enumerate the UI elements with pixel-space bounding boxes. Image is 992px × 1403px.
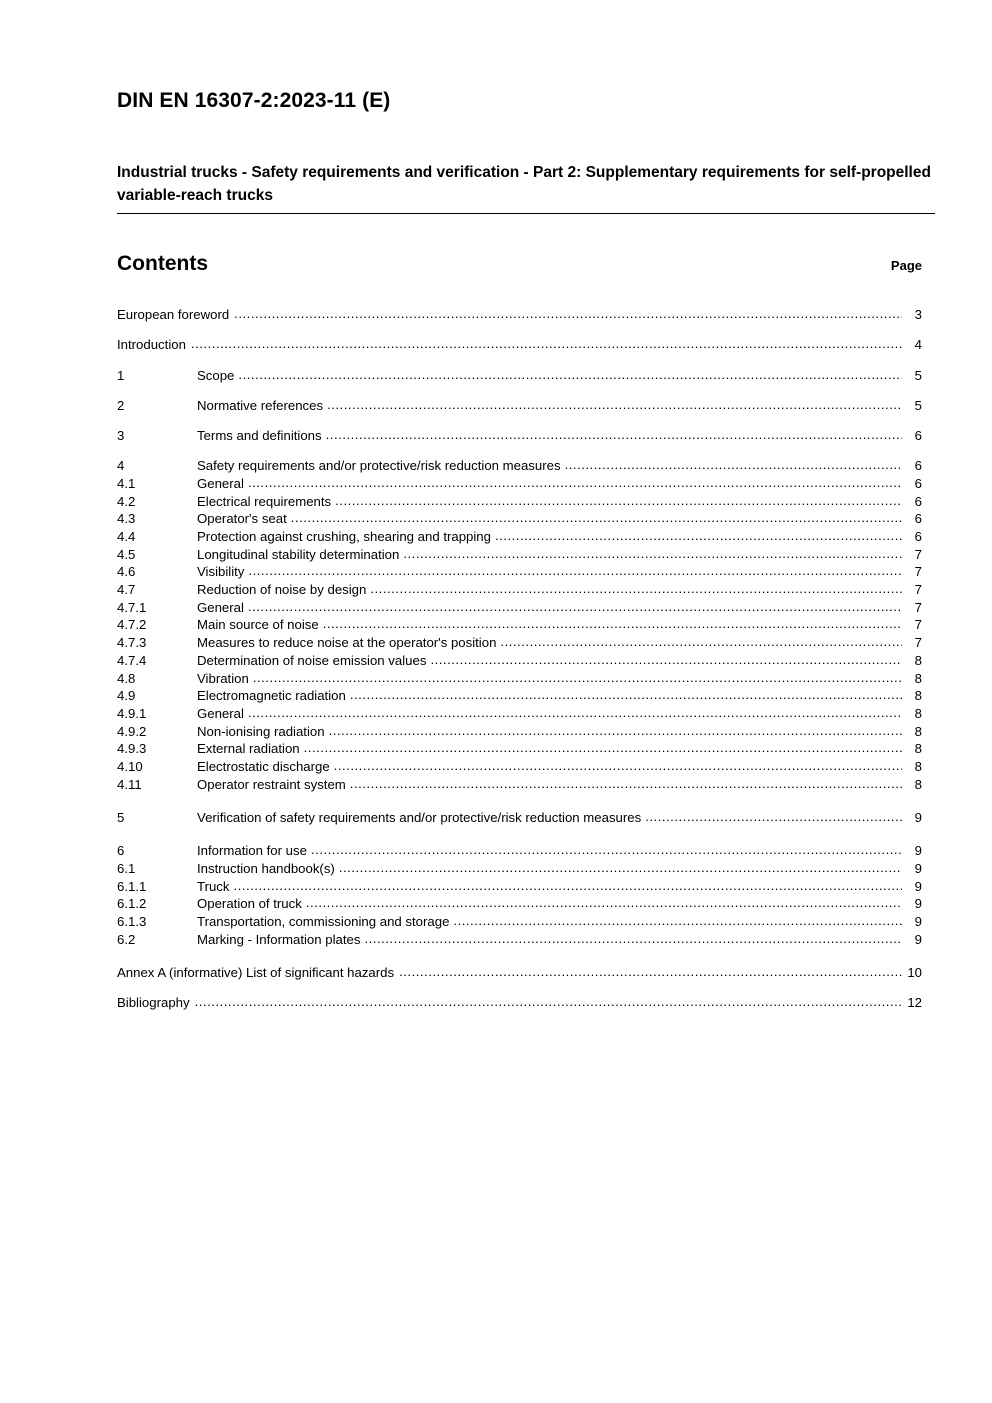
- toc-entry-page: 3: [914, 307, 922, 323]
- toc-entry[interactable]: [117, 548, 922, 561]
- document-number: DIN EN 16307-2:2023-11 (E): [117, 89, 391, 112]
- toc-entry[interactable]: [117, 583, 922, 596]
- toc-entry-label: Operator restraint system: [197, 776, 346, 792]
- toc-entry[interactable]: [117, 429, 922, 442]
- toc-entry-label: Measures to reduce noise at the operator's position: [197, 635, 497, 651]
- toc-leader-dots: [248, 600, 902, 613]
- toc-entry[interactable]: [117, 897, 922, 910]
- toc-leader-dots: [234, 307, 902, 320]
- toc-entry-label: Electrical requirements: [197, 493, 332, 509]
- toc-entry-page: 9: [914, 860, 922, 876]
- toc-entry-page: 9: [914, 931, 922, 947]
- toc-entry[interactable]: [117, 565, 922, 578]
- toc-leader-dots: [350, 688, 902, 701]
- toc-entry-label: European foreword: [117, 307, 230, 323]
- toc-leader-dots: [323, 617, 902, 630]
- toc-entry[interactable]: [117, 742, 922, 755]
- toc-entry[interactable]: [117, 601, 922, 614]
- toc-entry-page: 8: [914, 652, 922, 668]
- toc-entry-label: Longitudinal stability determination: [197, 546, 400, 562]
- toc-entry-page: 8: [914, 741, 922, 757]
- toc-entry-number: 4.5: [117, 546, 136, 562]
- toc-entry-number: 4: [117, 458, 125, 474]
- toc-entry-page: 6: [914, 475, 922, 491]
- toc-entry-page: 7: [914, 582, 922, 598]
- toc-entry-label: Non-ionising radiation: [197, 723, 325, 739]
- toc-leader-dots: [191, 337, 902, 350]
- toc-entry-label: Operator's seat: [197, 511, 287, 527]
- toc-entry-page: 8: [914, 705, 922, 721]
- toc-leader-dots: [248, 706, 902, 719]
- toc-leader-dots: [291, 511, 902, 524]
- toc-leader-dots: [326, 428, 902, 441]
- toc-entry[interactable]: [117, 707, 922, 720]
- toc-leader-dots: [329, 724, 902, 737]
- toc-leader-dots: [311, 843, 902, 856]
- toc-entry-label: Electrostatic discharge: [197, 759, 330, 775]
- toc-entry-page: 9: [914, 878, 922, 894]
- toc-entry-page: 8: [914, 776, 922, 792]
- toc-entry-number: 4.1: [117, 475, 136, 491]
- toc-entry-number: 4.7: [117, 582, 136, 598]
- toc-entry[interactable]: [117, 530, 922, 543]
- toc-entry[interactable]: [117, 689, 922, 702]
- toc-leader-dots: [370, 582, 902, 595]
- toc-leader-dots: [350, 777, 902, 790]
- toc-entry[interactable]: [117, 338, 922, 351]
- toc-entry-number: 4.4: [117, 528, 136, 544]
- table-of-contents: [117, 308, 922, 1009]
- contents-heading: Contents: [117, 252, 208, 276]
- toc-entry-label: Introduction: [117, 337, 186, 353]
- toc-entry-label: Protection against crushing, shearing and trapping: [197, 528, 491, 544]
- toc-entry-page: 8: [914, 670, 922, 686]
- toc-entry[interactable]: [117, 915, 922, 928]
- toc-entry-page: 7: [914, 564, 922, 580]
- toc-entry[interactable]: [117, 636, 922, 649]
- toc-entry-number: 1: [117, 367, 125, 383]
- toc-entry-page: 12: [907, 995, 922, 1011]
- toc-entry-number: 6.1.2: [117, 896, 147, 912]
- toc-entry-label: Reduction of noise by design: [197, 582, 367, 598]
- toc-entry-label: Truck: [197, 878, 230, 894]
- toc-entry-number: 4.7.2: [117, 617, 147, 633]
- toc-entry-label: General: [197, 475, 244, 491]
- toc-entry-label: Determination of noise emission values: [197, 652, 427, 668]
- toc-entry[interactable]: [117, 760, 922, 773]
- toc-entry-number: 4.9.3: [117, 741, 147, 757]
- contents-header: [117, 252, 922, 276]
- toc-entry-page: 10: [907, 964, 922, 980]
- toc-entry-number: 4.7.3: [117, 635, 147, 651]
- toc-entry-label: General: [197, 599, 244, 615]
- toc-entry[interactable]: [117, 672, 922, 685]
- toc-entry-page: 8: [914, 688, 922, 704]
- toc-leader-dots: [565, 458, 902, 471]
- toc-entry-page: 8: [914, 723, 922, 739]
- toc-entry[interactable]: [117, 933, 922, 946]
- toc-entry-number: 4.9.1: [117, 705, 147, 721]
- toc-entry-page: 6: [914, 528, 922, 544]
- toc-entry-page: 7: [914, 546, 922, 562]
- toc-leader-dots: [327, 398, 902, 411]
- toc-leader-dots: [238, 368, 902, 381]
- toc-entry-page: 4: [914, 337, 922, 353]
- toc-entry-label: Annex A (informative) List of significant hazards: [117, 964, 395, 980]
- toc-entry-page: 5: [914, 367, 922, 383]
- toc-entry-number: 4.7.1: [117, 599, 147, 615]
- toc-entry-page: 7: [914, 599, 922, 615]
- toc-leader-dots: [334, 759, 902, 772]
- toc-leader-dots: [339, 861, 902, 874]
- toc-entry-number: 6.1.1: [117, 878, 147, 894]
- toc-leader-dots: [500, 635, 902, 648]
- toc-entry-number: 3: [117, 427, 125, 443]
- toc-entry-number: 6.1: [117, 860, 136, 876]
- toc-entry[interactable]: [117, 844, 922, 857]
- toc-entry-page: 6: [914, 511, 922, 527]
- toc-entry-number: 6.2: [117, 931, 136, 947]
- toc-leader-dots: [306, 896, 902, 909]
- toc-entry[interactable]: [117, 399, 922, 412]
- toc-entry-label: Terms and definitions: [197, 427, 322, 443]
- page-column-label: Page: [890, 258, 922, 274]
- toc-leader-dots: [233, 879, 902, 892]
- toc-entry[interactable]: [117, 862, 922, 875]
- toc-entry-page: 7: [914, 635, 922, 651]
- toc-entry-label: Electromagnetic radiation: [197, 688, 346, 704]
- toc-entry-number: 4.3: [117, 511, 136, 527]
- toc-entry-label: Transportation, commissioning and storage: [197, 914, 450, 930]
- toc-entry[interactable]: [117, 618, 922, 631]
- toc-entry-page: 9: [914, 914, 922, 930]
- toc-leader-dots: [195, 995, 902, 1008]
- toc-entry-number: 4.8: [117, 670, 136, 686]
- toc-entry-label: Information for use: [197, 843, 307, 859]
- toc-entry[interactable]: [117, 880, 922, 893]
- toc-entry-number: 4.9.2: [117, 723, 147, 739]
- toc-entry-page: 6: [914, 493, 922, 509]
- toc-leader-dots: [253, 671, 902, 684]
- toc-entry-page: 9: [914, 810, 922, 825]
- toc-entry[interactable]: [117, 477, 922, 490]
- toc-leader-dots: [335, 494, 902, 507]
- toc-entry-page: 6: [914, 458, 922, 474]
- toc-entry-number: 4.9: [117, 688, 136, 704]
- toc-leader-dots: [645, 810, 902, 823]
- document-title: Industrial trucks - Safety requirements and verification - Part 2: Supplementary requirements for self-propelled variable-reach trucks: [117, 162, 935, 214]
- toc-entry[interactable]: [117, 369, 922, 382]
- toc-entry-label: Marking - Information plates: [197, 931, 361, 947]
- toc-entry-page: 6: [914, 427, 922, 443]
- toc-leader-dots: [304, 741, 902, 754]
- toc-entry[interactable]: [117, 459, 922, 472]
- toc-entry-label: Instruction handbook(s): [197, 860, 335, 876]
- toc-entry[interactable]: [117, 725, 922, 738]
- toc-entry-label: Scope: [197, 367, 235, 383]
- toc-entry-label: Normative references: [197, 397, 324, 413]
- toc-entry[interactable]: [117, 495, 922, 508]
- toc-entry[interactable]: [117, 966, 922, 979]
- toc-leader-dots: [453, 914, 902, 927]
- toc-entry-number: 6: [117, 843, 125, 859]
- toc-entry-label: General: [197, 705, 244, 721]
- toc-entry[interactable]: [117, 654, 922, 667]
- toc-leader-dots: [399, 965, 902, 978]
- toc-leader-dots: [248, 476, 902, 489]
- toc-leader-dots: [495, 529, 902, 542]
- toc-leader-dots: [248, 564, 902, 577]
- toc-leader-dots: [364, 932, 902, 945]
- toc-entry-label: Main source of noise: [197, 617, 319, 633]
- toc-entry-label: Verification of safety requirements and/or protective/risk reduction measures: [197, 810, 642, 825]
- toc-entry[interactable]: [117, 512, 922, 525]
- toc-entry-number: 2: [117, 397, 125, 413]
- toc-entry[interactable]: [117, 778, 922, 791]
- toc-entry-page: 5: [914, 397, 922, 413]
- toc-entry-label: Operation of truck: [197, 896, 302, 912]
- toc-entry-page: 9: [914, 896, 922, 912]
- toc-entry-label: Safety requirements and/or protective/risk reduction measures: [197, 458, 561, 474]
- toc-entry-label: External radiation: [197, 741, 300, 757]
- toc-entry-page: 7: [914, 617, 922, 633]
- toc-entry-number: 6.1.3: [117, 914, 147, 930]
- toc-entry-number: 5: [117, 810, 125, 825]
- toc-entry-page: 8: [914, 759, 922, 775]
- page-content: [117, 88, 931, 1014]
- toc-entry[interactable]: [117, 811, 922, 824]
- toc-entry[interactable]: [117, 308, 922, 321]
- toc-entry-number: 4.6: [117, 564, 136, 580]
- toc-entry-label: Vibration: [197, 670, 249, 686]
- toc-entry[interactable]: [117, 996, 922, 1009]
- toc-entry-label: Visibility: [197, 564, 245, 580]
- toc-entry-page: 9: [914, 843, 922, 859]
- toc-leader-dots: [403, 547, 902, 560]
- toc-entry-number: 4.11: [117, 776, 142, 792]
- toc-entry-label: Bibliography: [117, 995, 190, 1011]
- toc-entry-number: 4.2: [117, 493, 136, 509]
- toc-leader-dots: [430, 653, 902, 666]
- toc-entry-number: 4.10: [117, 759, 143, 775]
- toc-entry-number: 4.7.4: [117, 652, 147, 668]
